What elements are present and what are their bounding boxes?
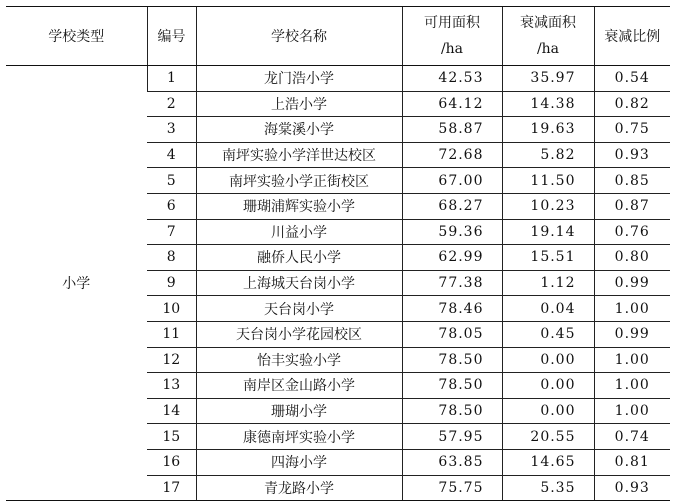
header-id: 编号 [147,7,196,66]
cell-usable-area: 58.87 [402,117,502,143]
cell-decay-area: 11.50 [502,168,594,194]
cell-decay-area: 5.35 [502,475,594,501]
cell-id: 14 [147,398,196,424]
cell-school-name: 康德南坪实验小学 [196,424,402,450]
cell-decay-area: 14.65 [502,449,594,475]
cell-id: 3 [147,117,196,143]
cell-id: 10 [147,296,196,322]
cell-decay-area: 35.97 [502,66,594,92]
header-school-name: 学校名称 [196,7,402,66]
cell-usable-area: 62.99 [402,245,502,271]
cell-usable-area: 78.46 [402,296,502,322]
cell-school-name: 上浩小学 [196,91,402,117]
cell-school-name: 天台岗小学 [196,296,402,322]
cell-usable-area: 72.68 [402,142,502,168]
cell-school-name: 融侨人民小学 [196,245,402,271]
cell-usable-area: 78.50 [402,347,502,373]
cell-decay-area: 0.04 [502,296,594,322]
cell-decay-area: 19.14 [502,219,594,245]
cell-decay-ratio: 0.93 [594,475,670,501]
cell-decay-ratio: 0.85 [594,168,670,194]
cell-usable-area: 59.36 [402,219,502,245]
cell-decay-ratio: 0.87 [594,193,670,219]
cell-decay-area: 0.00 [502,347,594,373]
cell-usable-area: 67.00 [402,168,502,194]
cell-id: 11 [147,321,196,347]
cell-decay-ratio: 0.54 [594,66,670,92]
cell-usable-area: 78.50 [402,398,502,424]
cell-school-name: 川益小学 [196,219,402,245]
cell-school-name: 龙门浩小学 [196,66,402,92]
cell-decay-ratio: 1.00 [594,347,670,373]
cell-id: 12 [147,347,196,373]
header-school-type: 学校类型 [6,7,147,66]
header-usable-area-unit: /ha [440,41,464,57]
table-body [6,66,670,501]
cell-school-type: 小学 [6,66,147,501]
cell-school-name: 上海城天台岗小学 [196,270,402,296]
cell-id: 9 [147,270,196,296]
cell-decay-ratio: 0.81 [594,449,670,475]
cell-usable-area: 63.85 [402,449,502,475]
cell-decay-ratio: 0.76 [594,219,670,245]
cell-decay-ratio: 0.80 [594,245,670,271]
cell-school-name: 珊瑚小学 [196,398,402,424]
cell-id: 2 [147,91,196,117]
header-usable-area-label: 可用面积 [424,15,480,31]
cell-usable-area: 78.50 [402,373,502,399]
cell-id: 4 [147,142,196,168]
cell-decay-area: 5.82 [502,142,594,168]
cell-decay-ratio: 1.00 [594,296,670,322]
cell-id: 5 [147,168,196,194]
cell-school-name: 怡丰实验小学 [196,347,402,373]
cell-decay-ratio: 0.74 [594,424,670,450]
cell-school-name: 南坪实验小学洋世达校区 [196,142,402,168]
cell-decay-ratio: 0.99 [594,270,670,296]
header-row [6,7,670,66]
table-header [6,7,670,66]
header-decay-area-label: 衰减面积 [520,15,576,31]
cell-decay-area: 19.63 [502,117,594,143]
cell-decay-area: 0.00 [502,398,594,424]
cell-usable-area: 68.27 [402,193,502,219]
cell-decay-ratio: 0.93 [594,142,670,168]
cell-usable-area: 77.38 [402,270,502,296]
cell-school-name: 南岸区金山路小学 [196,373,402,399]
cell-decay-area: 1.12 [502,270,594,296]
cell-school-name: 天台岗小学花园校区 [196,321,402,347]
header-usable-area [402,7,502,66]
cell-usable-area: 78.05 [402,321,502,347]
cell-school-name: 海棠溪小学 [196,117,402,143]
cell-decay-area: 14.38 [502,91,594,117]
cell-school-name: 珊瑚浦辉实验小学 [196,193,402,219]
cell-school-name: 四海小学 [196,449,402,475]
cell-school-name: 南坪实验小学正街校区 [196,168,402,194]
cell-id: 15 [147,424,196,450]
table-row [6,66,670,92]
cell-id: 6 [147,193,196,219]
cell-id: 16 [147,449,196,475]
cell-id: 8 [147,245,196,271]
cell-decay-ratio: 1.00 [594,373,670,399]
cell-id: 7 [147,219,196,245]
cell-decay-ratio: 1.00 [594,398,670,424]
cell-usable-area: 64.12 [402,91,502,117]
header-decay-area-unit: /ha [536,41,560,57]
cell-id: 13 [147,373,196,399]
header-decay-ratio: 衰减比例 [594,7,670,66]
cell-school-name: 青龙路小学 [196,475,402,501]
cell-usable-area: 57.95 [402,424,502,450]
cell-decay-area: 0.45 [502,321,594,347]
cell-id: 17 [147,475,196,501]
cell-decay-area: 20.55 [502,424,594,450]
cell-decay-area: 0.00 [502,373,594,399]
cell-decay-area: 15.51 [502,245,594,271]
school-area-table [6,6,670,501]
header-decay-area [502,7,594,66]
cell-usable-area: 42.53 [402,66,502,92]
cell-decay-ratio: 0.99 [594,321,670,347]
cell-usable-area: 75.75 [402,475,502,501]
cell-decay-area: 10.23 [502,193,594,219]
cell-decay-ratio: 0.75 [594,117,670,143]
cell-id: 1 [147,66,196,92]
cell-decay-ratio: 0.82 [594,91,670,117]
